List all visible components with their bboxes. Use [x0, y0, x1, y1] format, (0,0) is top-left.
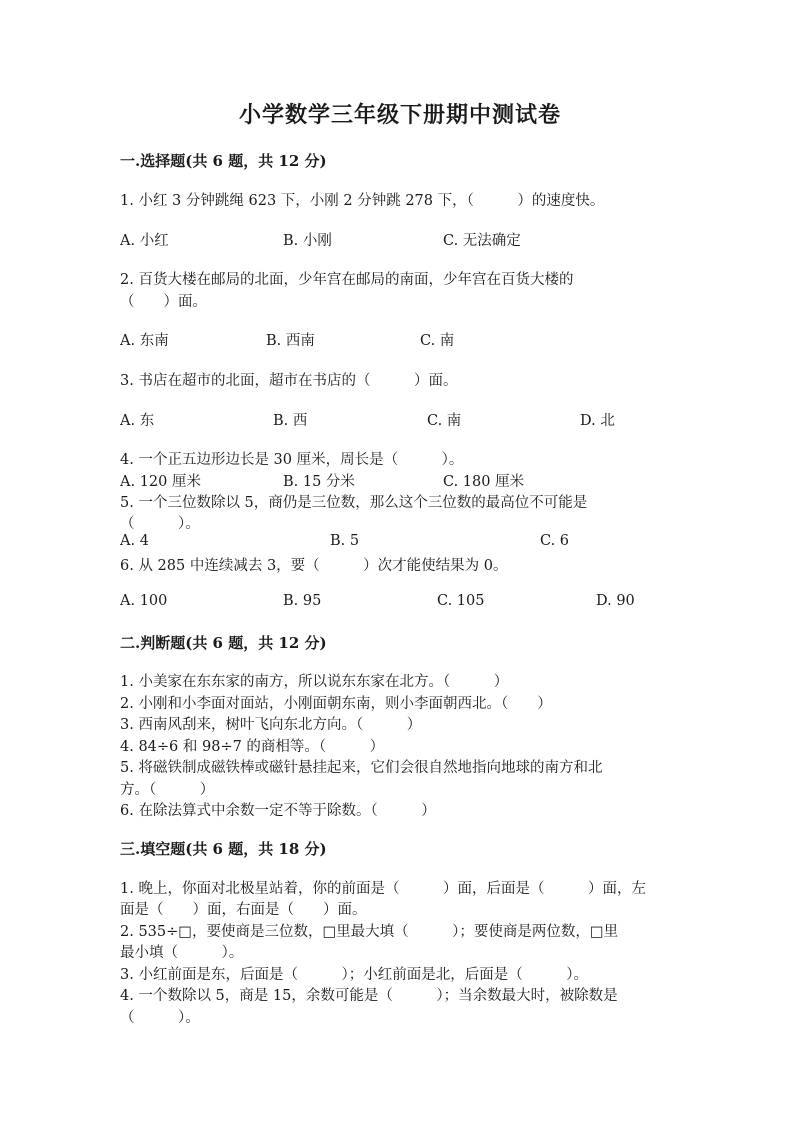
option-c: C. 南	[420, 333, 455, 349]
fill-item: （ ）。	[120, 1010, 200, 1026]
question-5-line1: 5. 一个三位数除以 5，商仍是三位数，那么这个三位数的最高位不可能是	[120, 495, 588, 511]
fill-item: 最小填（ ）。	[120, 945, 244, 961]
option-b: B. 西	[273, 413, 308, 429]
fill-item: 4. 一个数除以 5，商是 15，余数可能是（ ）；当余数最大时，被除数是	[120, 988, 618, 1004]
judgment-item: 2. 小刚和小李面对面站，小刚面朝东南，则小李面朝西北。（ ）	[120, 696, 552, 712]
option-b: B. 5	[330, 533, 360, 549]
judgment-item: 4. 84÷6 和 98÷7 的商相等。（ ）	[120, 739, 385, 755]
option-d: D. 90	[596, 593, 635, 609]
question-1: 1. 小红 3 分钟跳绳 623 下，小刚 2 分钟跳 278 下，（ ）的速度快。	[120, 193, 605, 209]
option-b: B. 西南	[266, 333, 315, 349]
section-heading-choice: 一.选择题(共 6 题，共 12 分)	[120, 152, 327, 170]
option-c: C. 无法确定	[443, 233, 521, 249]
option-a: A. 4	[120, 533, 149, 549]
question-2-line2: （ ）面。	[120, 294, 207, 310]
option-a: A. 小红	[120, 233, 169, 249]
option-c: C. 105	[437, 593, 485, 609]
option-c: C. 180 厘米	[443, 474, 525, 490]
question-2-line1: 2. 百货大楼在邮局的北面，少年宫在邮局的南面，少年宫在百货大楼的	[120, 272, 574, 288]
judgment-item: 3. 西南风刮来，树叶飞向东北方向。（ ）	[120, 717, 422, 733]
question-5-line2: （ ）。	[120, 516, 200, 532]
option-c: C. 6	[540, 533, 570, 549]
judgment-item: 方。（ ）	[120, 782, 215, 798]
option-c: C. 南	[427, 413, 462, 429]
question-6: 6. 从 285 中连续减去 3，要（ ）次才能使结果为 0。	[120, 558, 508, 574]
fill-item: 1. 晚上，你面对北极星站着，你的前面是（ ）面，后面是（ ）面，左	[120, 881, 646, 897]
judgment-item: 1. 小美家在东东家的南方，所以说东东家在北方。（ ）	[120, 674, 509, 690]
fill-item: 面是（ ）面，右面是（ ）面。	[120, 902, 367, 918]
option-b: B. 95	[283, 593, 322, 609]
fill-item: 2. 535÷□，要使商是三位数，□里最大填（ ）；要使商是两位数，□里	[120, 924, 619, 940]
option-d: D. 北	[580, 413, 615, 429]
option-b: B. 15 分米	[283, 474, 355, 490]
option-a: A. 120 厘米	[120, 474, 201, 490]
fill-item: 3. 小红前面是东，后面是（ ）；小红前面是北，后面是（ ）。	[120, 967, 588, 983]
section-heading-judgment: 二.判断题(共 6 题，共 12 分)	[120, 634, 327, 652]
option-b: B. 小刚	[283, 233, 332, 249]
option-a: A. 100	[120, 593, 168, 609]
option-a: A. 东	[120, 413, 155, 429]
section-heading-fill: 三.填空题(共 6 题，共 18 分)	[120, 840, 327, 858]
option-a: A. 东南	[120, 333, 169, 349]
page-title: 小学数学三年级下册期中测试卷	[238, 102, 561, 128]
question-3: 3. 书店在超市的北面，超市在书店的（ ）面。	[120, 373, 458, 389]
judgment-item: 6. 在除法算式中余数一定不等于除数。（ ）	[120, 803, 436, 819]
judgment-item: 5. 将磁铁制成磁铁棒或磁针悬挂起来，它们会很自然地指向地球的南方和北	[120, 760, 603, 776]
question-4: 4. 一个正五边形边长是 30 厘米，周长是（ ）。	[120, 452, 464, 468]
